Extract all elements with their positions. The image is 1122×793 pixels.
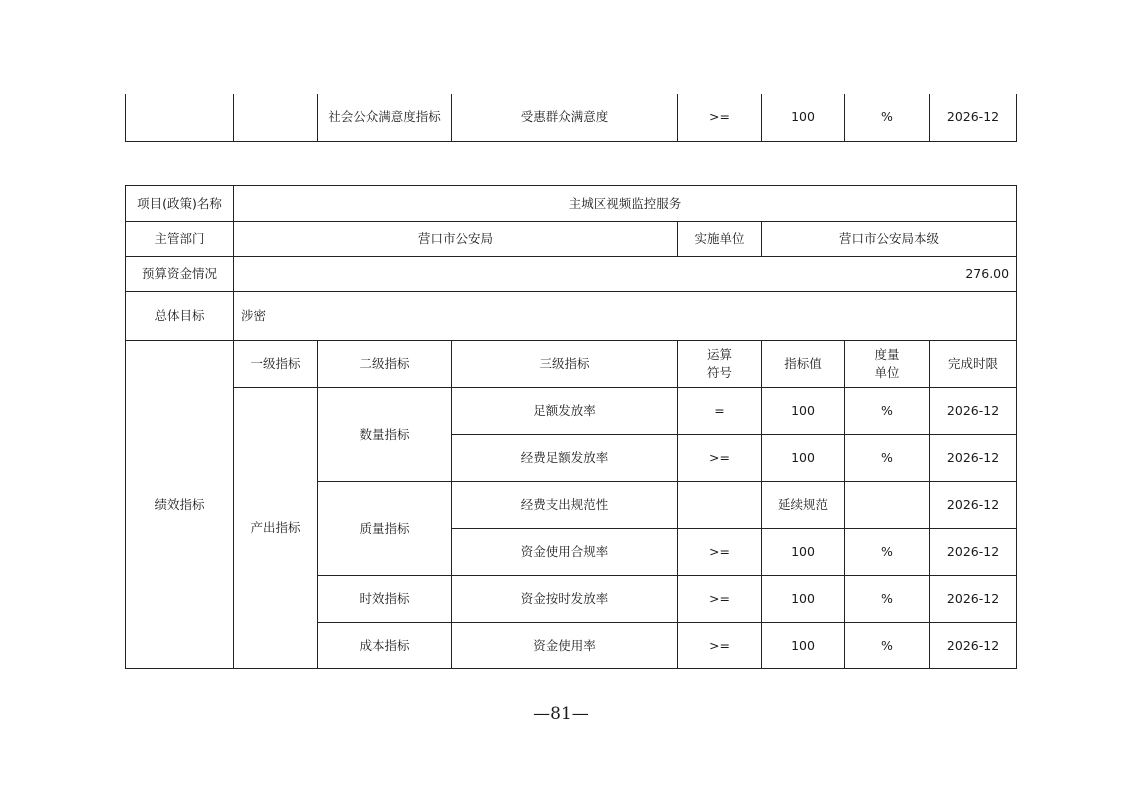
project-name-label: 项目(政策)名称 bbox=[126, 186, 234, 222]
perf-label: 绩效指标 bbox=[126, 341, 234, 669]
header-operator: 运算 符号 bbox=[678, 341, 762, 388]
deadline-cell: 2026-12 bbox=[930, 623, 1017, 669]
operator-cell: >= bbox=[678, 94, 762, 141]
dept-label: 主管部门 bbox=[126, 222, 234, 257]
group-cost: 成本指标 bbox=[318, 623, 452, 669]
table-row bbox=[126, 222, 1017, 257]
project-name-value: 主城区视频监控服务 bbox=[234, 186, 1017, 222]
unit-cell: % bbox=[845, 94, 930, 141]
group-quality: 质量指标 bbox=[318, 482, 452, 576]
level3-cell: 经费足额发放率 bbox=[452, 435, 678, 482]
level2-cell: 社会公众满意度指标 bbox=[318, 94, 452, 141]
operator-cell: >= bbox=[678, 529, 762, 576]
table-row bbox=[126, 257, 1017, 292]
unit-cell: % bbox=[845, 623, 930, 669]
empty-cell bbox=[234, 94, 318, 141]
table-row bbox=[126, 94, 1017, 141]
group-timeliness: 时效指标 bbox=[318, 576, 452, 623]
deadline-cell: 2026-12 bbox=[930, 482, 1017, 529]
value-cell: 100 bbox=[762, 576, 845, 623]
continued-indicator-table bbox=[125, 94, 1017, 142]
goal-label: 总体目标 bbox=[126, 292, 234, 341]
header-level1: 一级指标 bbox=[234, 341, 318, 388]
unit-cell: % bbox=[845, 576, 930, 623]
unit-cell: % bbox=[845, 529, 930, 576]
operator-cell: = bbox=[678, 388, 762, 435]
operator-cell bbox=[678, 482, 762, 529]
header-value: 指标值 bbox=[762, 341, 845, 388]
budget-value: 276.00 bbox=[234, 257, 1017, 292]
header-level3: 三级指标 bbox=[452, 341, 678, 388]
deadline-cell: 2026-12 bbox=[930, 388, 1017, 435]
empty-cell bbox=[126, 94, 234, 141]
page-number: —81— bbox=[533, 704, 589, 724]
deadline-cell: 2026-12 bbox=[930, 529, 1017, 576]
deadline-cell: 2026-12 bbox=[930, 576, 1017, 623]
deadline-cell: 2026-12 bbox=[930, 435, 1017, 482]
impl-label: 实施单位 bbox=[678, 222, 762, 257]
unit-cell: % bbox=[845, 435, 930, 482]
project-performance-table bbox=[125, 185, 1017, 669]
value-cell: 100 bbox=[762, 388, 845, 435]
value-cell: 延续规范 bbox=[762, 482, 845, 529]
operator-cell: >= bbox=[678, 435, 762, 482]
level3-cell: 资金按时发放率 bbox=[452, 576, 678, 623]
level3-cell: 受惠群众满意度 bbox=[452, 94, 678, 141]
impl-value: 营口市公安局本级 bbox=[762, 222, 1017, 257]
level3-cell: 经费支出规范性 bbox=[452, 482, 678, 529]
table-row bbox=[126, 388, 1017, 435]
value-cell: 100 bbox=[762, 529, 845, 576]
header-row bbox=[126, 341, 1017, 388]
level3-cell: 足额发放率 bbox=[452, 388, 678, 435]
budget-label: 预算资金情况 bbox=[126, 257, 234, 292]
table-row bbox=[126, 186, 1017, 222]
unit-cell bbox=[845, 482, 930, 529]
goal-value: 涉密 bbox=[234, 292, 1017, 341]
unit-cell: % bbox=[845, 388, 930, 435]
level3-cell: 资金使用合规率 bbox=[452, 529, 678, 576]
table-row bbox=[126, 292, 1017, 341]
group-quantity: 数量指标 bbox=[318, 388, 452, 482]
value-cell: 100 bbox=[762, 435, 845, 482]
level1-output: 产出指标 bbox=[234, 388, 318, 669]
deadline-cell: 2026-12 bbox=[930, 94, 1017, 141]
value-cell: 100 bbox=[762, 623, 845, 669]
value-cell: 100 bbox=[762, 94, 845, 141]
dept-value: 营口市公安局 bbox=[234, 222, 678, 257]
header-unit: 度量 单位 bbox=[845, 341, 930, 388]
operator-cell: >= bbox=[678, 623, 762, 669]
header-deadline: 完成时限 bbox=[930, 341, 1017, 388]
operator-cell: >= bbox=[678, 576, 762, 623]
header-level2: 二级指标 bbox=[318, 341, 452, 388]
level3-cell: 资金使用率 bbox=[452, 623, 678, 669]
